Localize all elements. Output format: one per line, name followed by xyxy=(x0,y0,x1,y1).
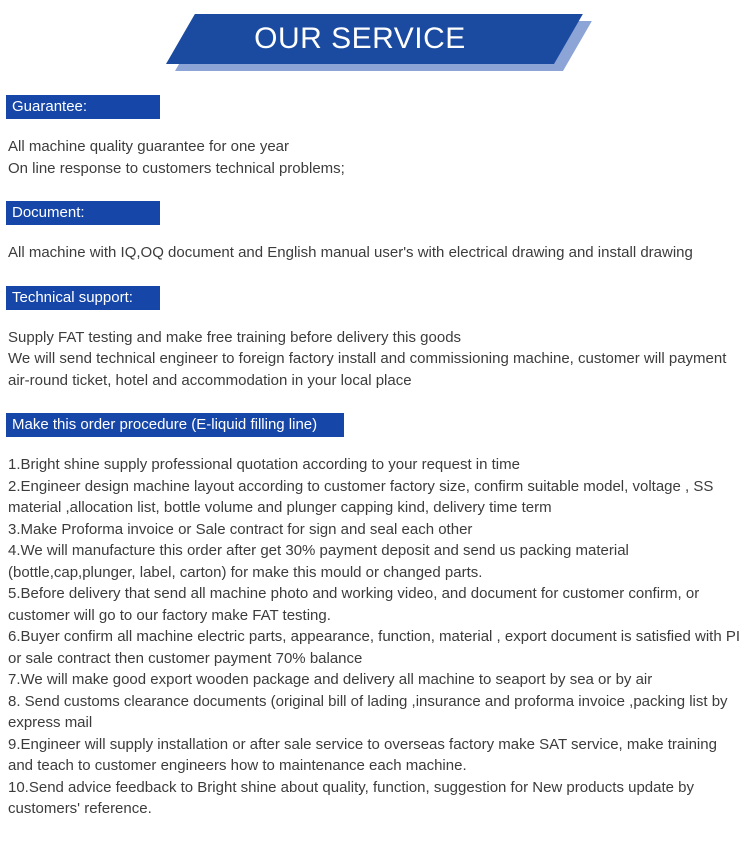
section-heading-label: Technical support: xyxy=(12,288,133,306)
paragraph: All machine with IQ,OQ document and English manual user's with electrical drawing and install drawing xyxy=(8,244,693,261)
paragraph: All machine quality guarantee for one year xyxy=(8,138,290,155)
procedure-step: 1.Bright shine supply professional quotation according to your request in time xyxy=(8,456,520,473)
section-heading-bar xyxy=(6,201,160,225)
banner-title: OUR SERVICE xyxy=(254,22,466,55)
section-document xyxy=(8,201,744,264)
section-heading-label: Document: xyxy=(12,204,85,221)
section-heading-label: Guarantee: xyxy=(12,98,88,115)
procedure-step: 10.Send advice feedback to Bright shine about quality, function, suggestion for New products update by customers' reference. xyxy=(8,778,694,817)
procedure-step: 6.Buyer confirm all machine electric parts, appearance, function, material , export document is satisfied with PI or sale contract then customer payment 70% balance xyxy=(8,628,741,667)
procedure-step: 4.We will manufacture this order after get 30% payment deposit and send us packing material (bottle,cap,plunger, label, carton) for make this mould or changed parts. xyxy=(8,542,629,581)
section-heading-bar xyxy=(6,95,160,119)
section-guarantee xyxy=(8,95,744,179)
procedure-step: 9.Engineer will supply installation or after sale service to overseas factory make SAT service, make training and teach to customer engineers how to maintenance each machine. xyxy=(8,735,717,774)
service-banner xyxy=(0,0,750,78)
service-sections xyxy=(0,95,750,820)
section-body xyxy=(8,327,744,392)
section-body xyxy=(8,242,744,264)
section-heading-label: Make this order procedure (E-liquid filling line) xyxy=(12,416,318,433)
section-body xyxy=(8,454,744,820)
section-heading-bar xyxy=(6,413,344,437)
paragraph: We will send technical engineer to foreign factory install and commissioning machine, customer will payment air-round ticket, hotel and accommodation in your local place xyxy=(8,350,727,389)
procedure-step: 3.Make Proforma invoice or Sale contract for sign and seal each other xyxy=(8,520,473,538)
procedure-step: 8. Send customs clearance documents (original bill of lading ,insurance and proforma invoice ,packing list by express mail xyxy=(8,692,728,731)
section-technical-support xyxy=(8,286,744,392)
section-heading-bar xyxy=(6,286,160,310)
paragraph: On line response to customers technical problems; xyxy=(8,159,345,177)
procedure-step: 7.We will make good export wooden package and delivery all machine to seaport by sea or by air xyxy=(8,671,653,688)
section-body xyxy=(8,136,744,179)
procedure-step: 5.Before delivery that send all machine photo and working video, and document for customer confirm, or customer will go to our factory make FAT testing. xyxy=(8,585,700,624)
procedure-step: 2.Engineer design machine layout according to customer factory size, confirm suitable model, voltage , SS material ,allocation list, bottle volume and plunger capping kind, delivery time term xyxy=(8,477,714,516)
paragraph: Supply FAT testing and make free training before delivery this goods xyxy=(8,328,462,346)
section-order-procedure xyxy=(8,413,744,820)
